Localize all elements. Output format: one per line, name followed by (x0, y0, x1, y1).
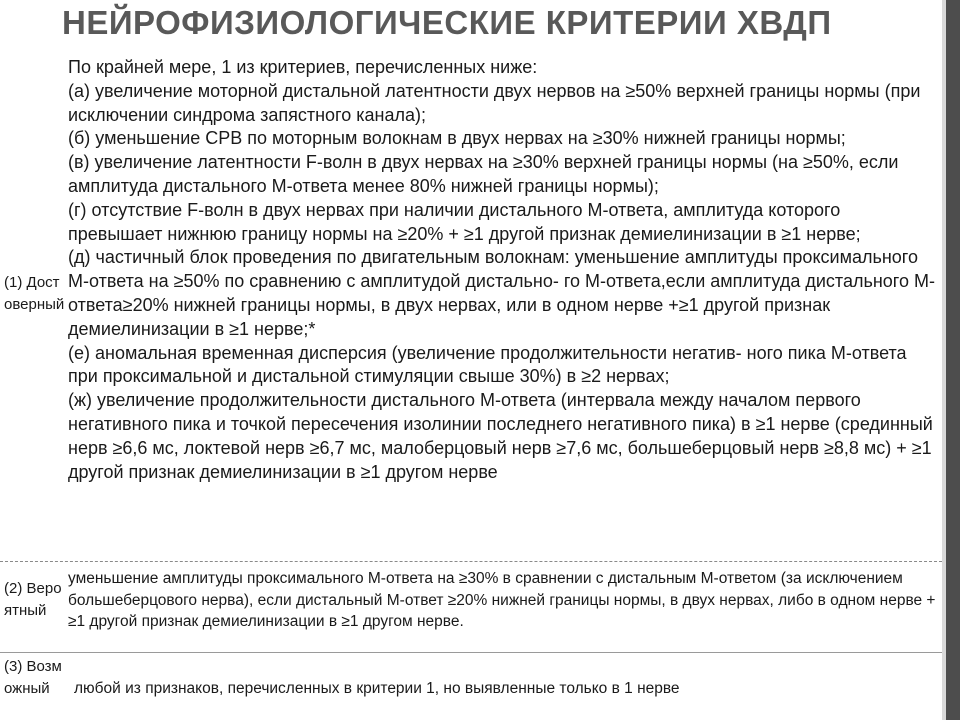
row-1-item-g: (ж) увеличение продолжительности дистального М-ответа (интервала между началом первого негативного пика и точкой пересечения изолинии последнего негативного пика) в ≥1 нерве (срединный нерв ≥6,6 мс, локтевой нерв ≥6,7 мс, малоберцовый нерв ≥7,6 мс, большеберцовый нерв ≥8,8 мс) + ≥1 другой признак демиелинизации в ≥1 другом нерве (68, 390, 933, 482)
row-1-item-c: (в) увеличение латентности F-волн в двух нервах на ≥30% верхней границы нормы (на ≥50%, если амплитуда дистального М-ответа менее 80% нижней границы нормы); (68, 152, 899, 196)
row-divider-1 (0, 561, 942, 562)
row-divider-2 (0, 652, 942, 653)
slide-title: НЕЙРОФИЗИОЛОГИЧЕСКИЕ КРИТЕРИИ ХВДП (62, 4, 832, 41)
row-3-label: (3) Возможный (4, 658, 62, 697)
row-1-item-f: (е) аномальная временная дисперсия (увеличение продолжительности негатив- ного пика М-ответа при проксимальной и дистальной стимуляции свыше 30%) в ≥2 нервах; (68, 342, 907, 387)
row-1-item-d: (г) отсутствие F-волн в двух нервах при наличии дистального М-ответа, амплитуда которого превышает нижнюю границу нормы на ≥20% + ≥1 другой признак демиелинизации в ≥1 нерве; (68, 199, 861, 244)
row-1-text (68, 56, 938, 484)
row-1-line-intro: По крайней мере, 1 из критериев, перечисленных ниже: (68, 57, 538, 77)
row-1-label: (1) Достоверный (4, 274, 65, 313)
row-1-item-e: (д) частичный блок проведения по двигательным волокнам: уменьшение амплитуды проксимального М-ответа на ≥50% по сравнению с амплитудой дистально- го М-ответа,если амплитуда дистального М-ответа≥20% нижней границы нормы, в двух нервах, или в одном нерве +≥1 другой признак демиелинизации в ≥1 нерве;* (68, 247, 935, 339)
row-2-label: (2) Вероятный (4, 580, 62, 619)
row-1-item-b: (б) уменьшение СРВ по моторным волокнам в двух нервах на ≥30% нижней границы нормы; (68, 128, 846, 149)
row-2-text: уменьшение амплитуды проксимального М-ответа на ≥30% в сравнении с дистальным М-ответом (за исключением большеберцового нерва), если дистальный М-ответ ≥20% нижней границы нормы, в двух нервах, либо в одном нерве + ≥1 другой признак демиелинизации в ≥1 другом нерве. (68, 570, 936, 630)
right-side-bar (946, 0, 960, 720)
row-1-item-a: (а) увеличение моторной дистальной латентности двух нервов на ≥50% верхней границы нормы (при исключении синдрома запястного канала); (68, 80, 921, 125)
row-3-text: любой из признаков, перечисленных в критерии 1, но выявленные только в 1 нерве (74, 680, 680, 697)
